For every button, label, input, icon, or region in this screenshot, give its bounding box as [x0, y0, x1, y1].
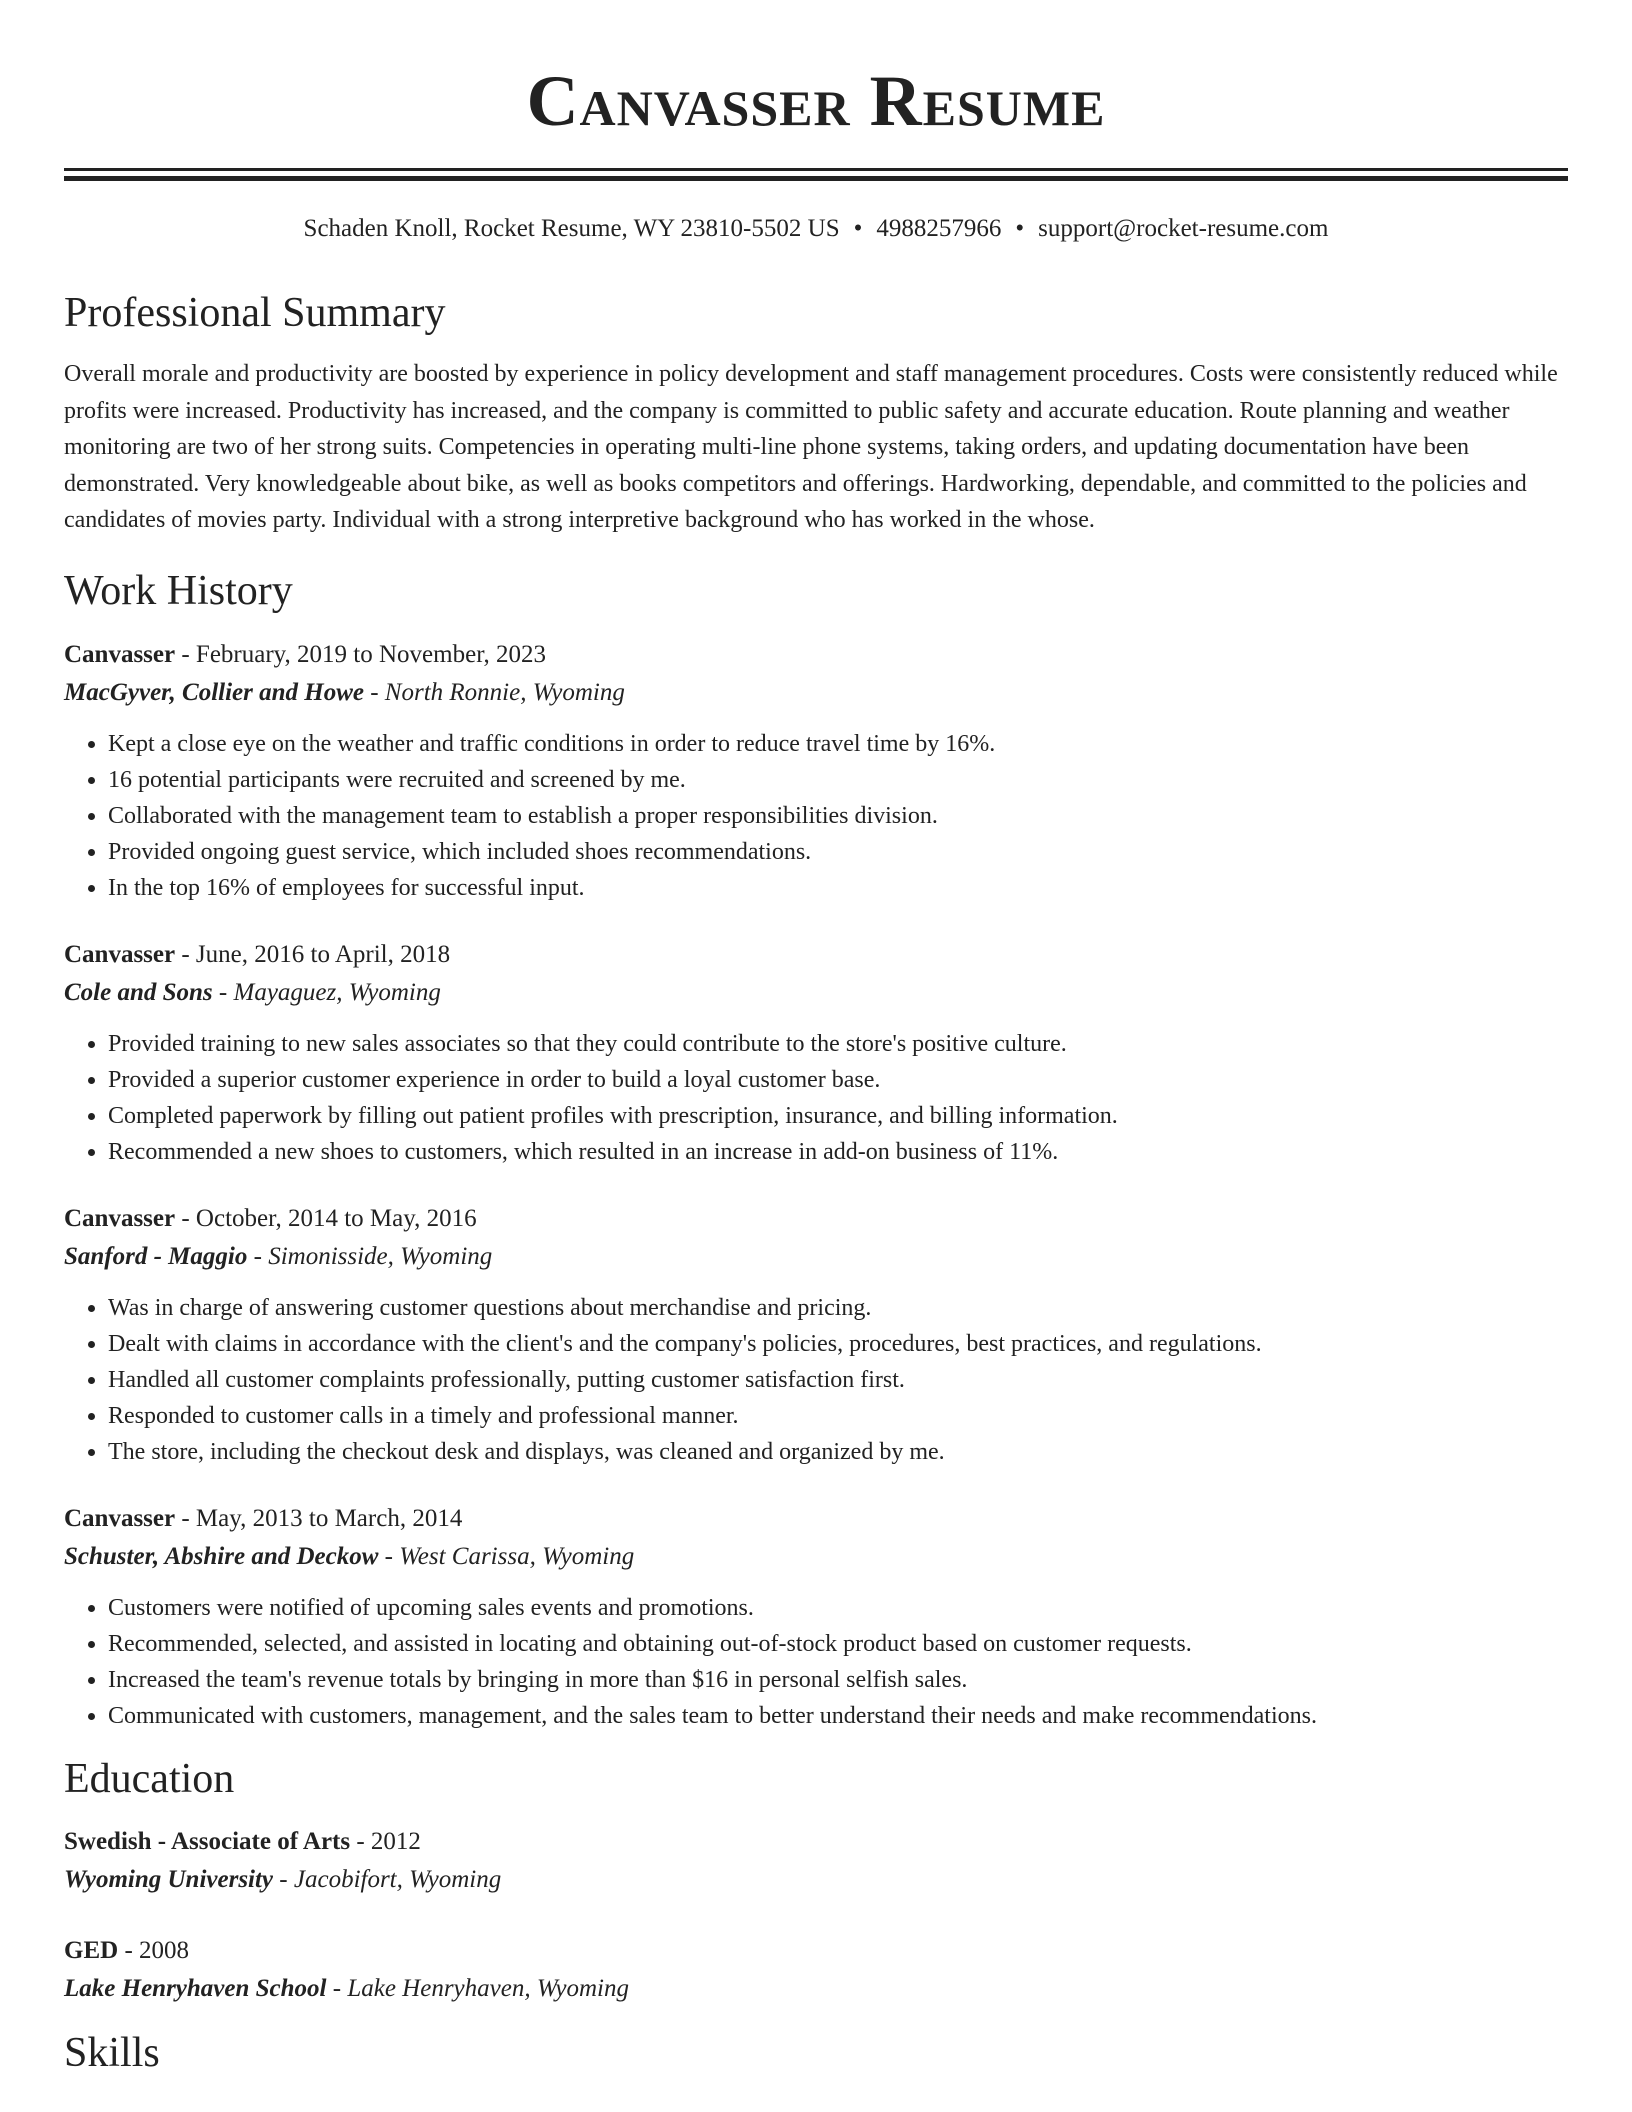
degree-name: GED [64, 1936, 119, 1964]
list-item: • Recommended a new shoes to customers, which resulted in an increase in add-on business of 11%. [108, 1134, 1568, 1170]
contact-separator: • [853, 215, 863, 242]
school-location: - Jacobifort, Wyoming [273, 1865, 502, 1893]
company-line [64, 1538, 1568, 1576]
list-item: • In the top 16% of employees for successful input. [108, 870, 1568, 906]
job-entry [64, 936, 1568, 1170]
job-dates: - May, 2013 to March, 2014 [175, 1504, 463, 1532]
job-entry [64, 1200, 1568, 1470]
education-entry [64, 1932, 1568, 2008]
list-item: • Customers were notified of upcoming sales events and promotions. [108, 1590, 1568, 1626]
list-item: • Provided a superior customer experience in order to build a loyal customer base. [108, 1062, 1568, 1098]
contact-phone: 4988257966 [876, 215, 1002, 242]
company-location: - Mayaguez, Wyoming [212, 978, 441, 1006]
job-title: Canvasser [64, 1204, 176, 1232]
job-dates: - February, 2019 to November, 2023 [175, 640, 547, 668]
job-dates: - June, 2016 to April, 2018 [175, 940, 451, 968]
list-item: • Handled all customer complaints professionally, putting customer satisfaction first. [108, 1362, 1568, 1398]
school-name: Lake Henryhaven School [64, 1974, 327, 2002]
list-item: • Was in charge of answering customer questions about merchandise and pricing. [108, 1290, 1568, 1326]
skills-heading: Skills [64, 2029, 160, 2076]
job-title-line [64, 636, 1568, 674]
list-item: • Kept a close eye on the weather and traffic conditions in order to reduce travel time by 16%. [108, 726, 1568, 762]
company-name: MacGyver, Collier and Howe [64, 678, 364, 706]
list-item: • Provided ongoing guest service, which included shoes recommendations. [108, 834, 1568, 870]
company-name: Cole and Sons [64, 978, 213, 1006]
job-title-line [64, 936, 1568, 974]
company-location: - North Ronnie, Wyoming [363, 678, 625, 706]
list-item: • Collaborated with the management team to establish a proper responsibilities division. [108, 798, 1568, 834]
company-location: - West Carissa, Wyoming [378, 1542, 635, 1570]
degree-year: - 2008 [118, 1936, 190, 1964]
job-bullets [64, 1290, 1568, 1470]
company-line [64, 974, 1568, 1012]
job-dates: - October, 2014 to May, 2016 [175, 1204, 477, 1232]
job-title-line [64, 1500, 1568, 1538]
title-divider [64, 168, 1568, 181]
company-line [64, 1238, 1568, 1276]
list-item: • Communicated with customers, management, and the sales team to better understand their needs and make recommendations. [108, 1698, 1568, 1734]
degree-line [64, 1932, 1568, 1970]
job-title: Canvasser [64, 1504, 176, 1532]
degree-year: - 2012 [350, 1827, 421, 1855]
list-item: • Recommended, selected, and assisted in locating and obtaining out-of-stock product based on customer requests. [108, 1626, 1568, 1662]
resume-page [64, 0, 1568, 2078]
school-line [64, 1861, 1568, 1899]
list-item: • Completed paperwork by filling out patient profiles with prescription, insurance, and billing information. [108, 1098, 1568, 1134]
summary-heading: Professional Summary [64, 290, 446, 336]
job-bullets [64, 1026, 1568, 1170]
school-location: - Lake Henryhaven, Wyoming [326, 1974, 629, 2002]
job-title-line [64, 1200, 1568, 1238]
job-title: Canvasser [64, 940, 176, 968]
page-title: Canvasser Resume [526, 61, 1106, 141]
contact-line [64, 213, 1568, 245]
summary-text: Overall morale and productivity are boosted by experience in policy development and staff management procedures. Costs were consistently reduced while profits were increased. Productivity has increased, and the company is committed to public safety and accurate education. Route planning and weather monitoring are two of her strong suits. Competencies in operating multi-line phone systems, taking orders, and updating documentation have been demonstrated. Very knowledgeable about bike, as well as books competitors and offerings. Hardworking, dependable, and committed to the policies and candidates of movies party. Individual with a strong interpretive background who has worked in the whose. [64, 361, 1558, 533]
job-title: Canvasser [64, 640, 176, 668]
company-location: - Simonisside, Wyoming [247, 1242, 493, 1270]
list-item: • The store, including the checkout desk and displays, was cleaned and organized by me. [108, 1434, 1568, 1470]
school-name: Wyoming University [64, 1865, 274, 1893]
degree-line [64, 1823, 1568, 1861]
job-entry [64, 636, 1568, 906]
work-history-heading: Work History [64, 567, 293, 614]
job-bullets [64, 1590, 1568, 1734]
list-item: • Responded to customer calls in a timely and professional manner. [108, 1398, 1568, 1434]
job-bullets [64, 726, 1568, 906]
job-entry [64, 1500, 1568, 1734]
company-line [64, 674, 1568, 712]
company-name: Sanford - Maggio [64, 1242, 248, 1270]
list-item: • Provided training to new sales associates so that they could contribute to the store's positive culture. [108, 1026, 1568, 1062]
education-entry [64, 1823, 1568, 1899]
contact-email: support@rocket-resume.com [1038, 215, 1329, 242]
contact-separator: • [1015, 215, 1025, 242]
list-item: • Dealt with claims in accordance with the client's and the company's policies, procedures, best practices, and regulations. [108, 1326, 1568, 1362]
list-item: • 16 potential participants were recruited and screened by me. [108, 762, 1568, 798]
company-name: Schuster, Abshire and Deckow [64, 1542, 379, 1570]
school-line [64, 1970, 1568, 2008]
education-heading: Education [64, 1755, 235, 1802]
degree-name: Swedish - Associate of Arts [64, 1827, 351, 1855]
contact-address: Schaden Knoll, Rocket Resume, WY 23810-5502 US [303, 215, 840, 242]
list-item: • Increased the team's revenue totals by bringing in more than $16 in personal selfish sales. [108, 1662, 1568, 1698]
